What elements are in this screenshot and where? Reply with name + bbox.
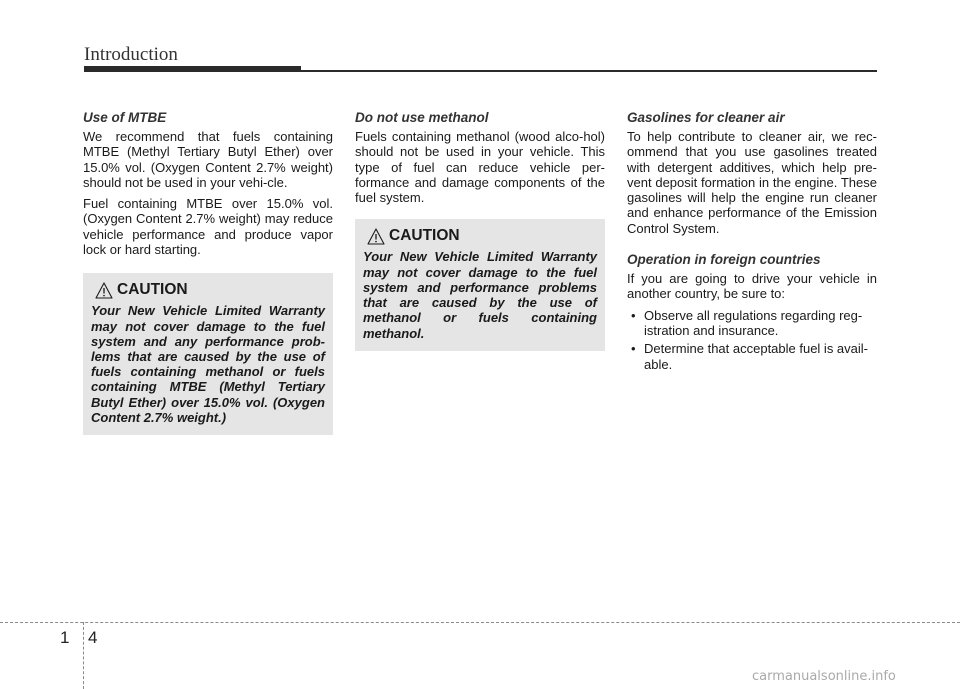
paragraph-detergent-gasoline: To help contribute to cleaner air, we rec-ommend that you use gasolines treated with detergent additives, which help pre-vent deposit formation in the engine. These gasolines will help the engine run cleaner and enhance performance of the Emission Control System. — [627, 129, 877, 236]
heading-foreign-countries: Operation in foreign countries — [627, 252, 821, 268]
header-rule-thin — [84, 70, 877, 72]
paragraph-methanol: Fuels containing methanol (wood alco-hol) should not be used in your vehicle. This type of fuel can reduce vehicle per-formance and damage components of the fuel system. — [355, 129, 605, 206]
caution-header — [95, 281, 325, 299]
column-methanol — [355, 110, 605, 351]
warning-triangle-icon — [367, 228, 385, 245]
page-title: Introduction — [84, 44, 178, 65]
column-gasoline — [627, 110, 877, 375]
list-item: • Observe all regulations regarding reg-istration and insurance. — [627, 308, 877, 339]
chapter-number: 1 — [60, 628, 70, 647]
heading-use-of-mtbe: Use of MTBE — [83, 110, 167, 125]
paragraph-mtbe-effects: Fuel containing MTBE over 15.0% vol. (Oxygen Content 2.7% weight) may reduce vehicle performance and produce vapor lock or hard starting. — [83, 196, 333, 258]
caution-box-mtbe — [83, 273, 333, 435]
caution-box-methanol — [355, 219, 605, 350]
page-number: 4 — [88, 628, 98, 647]
paragraph-mtbe-recommendation: We recommend that fuels containing MTBE (Methyl Tertiary Butyl Ether) over 15.0% vol. (Oxygen Content 2.7% weight) should not be used in your vehi-cle. — [83, 129, 333, 190]
heading-gasolines-cleaner-air: Gasolines for cleaner air — [627, 110, 785, 125]
heading-do-not-use-methanol: Do not use methanol — [355, 110, 489, 125]
caution-text-methanol: Your New Vehicle Limited Warranty may not cover damage to the fuel system and performance problems that are caused by the use of methanol or fuels containing methanol. — [363, 249, 597, 341]
warning-triangle-icon — [95, 282, 113, 299]
caution-title: CAUTION — [389, 227, 460, 245]
list-item: • Determine that acceptable fuel is avail-able. — [627, 341, 877, 372]
column-mtbe — [83, 110, 333, 435]
paragraph-foreign-intro: If you are going to drive your vehicle in another country, be sure to: — [627, 271, 877, 302]
footer-vertical-divider — [83, 622, 84, 689]
watermark: carmanualsonline.info — [752, 669, 896, 684]
caution-text-mtbe: Your New Vehicle Limited Warranty may not cover damage to the fuel system and any performance prob-lems that are caused by the use of fuels containing methanol or fuels containing MTBE (Methyl Tertiary Butyl Ether) over 15.0% vol. (Oxygen Content 2.7% weight.) — [91, 303, 325, 425]
footer-divider — [0, 622, 960, 623]
caution-header — [367, 227, 597, 245]
foreign-checklist — [627, 308, 877, 372]
caution-title: CAUTION — [117, 281, 188, 299]
